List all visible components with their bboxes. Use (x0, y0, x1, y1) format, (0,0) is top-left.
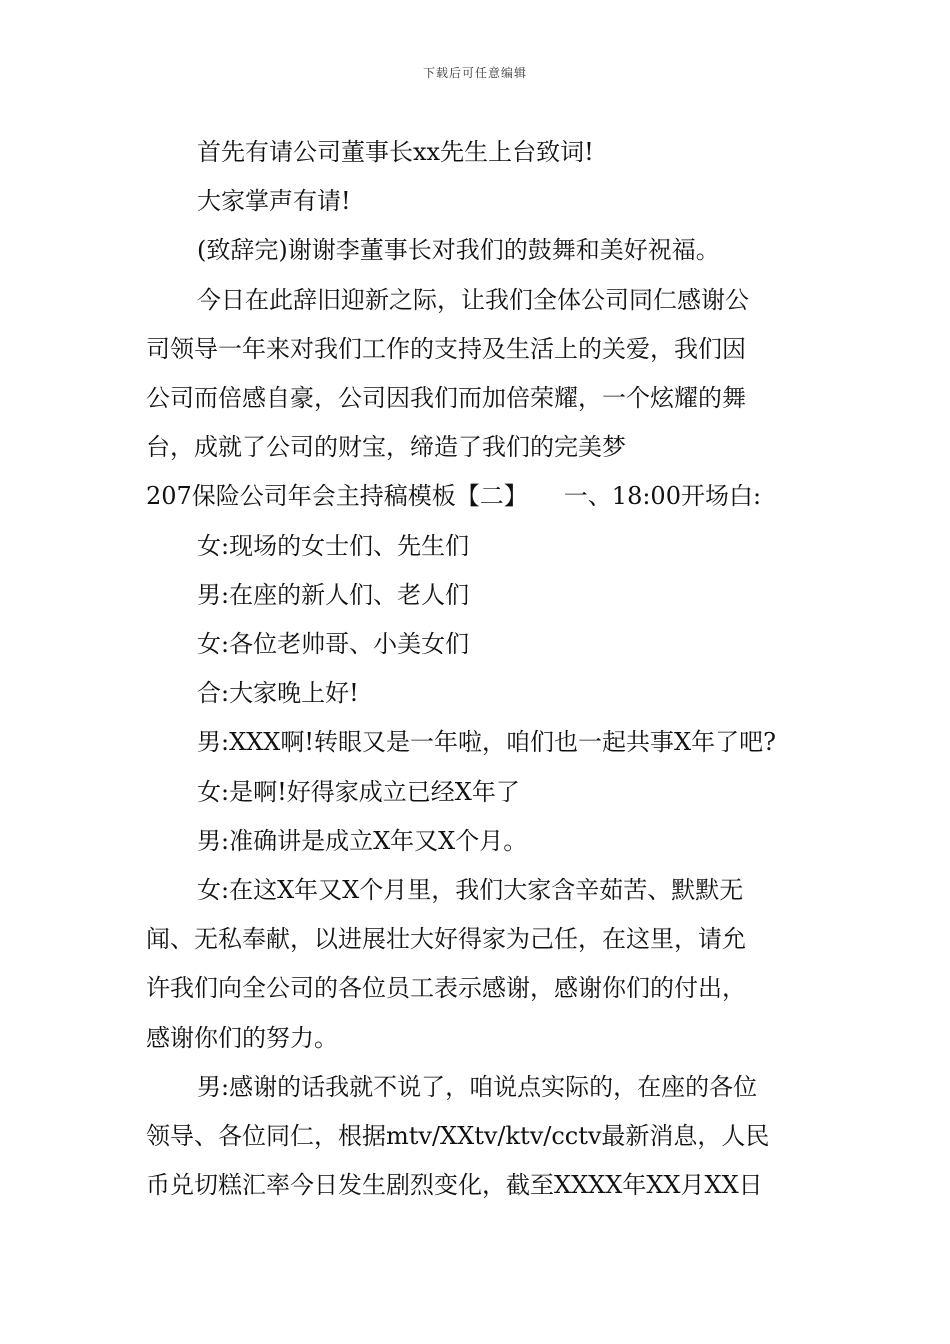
paragraph-line: 司领导一年来对我们工作的支持及生活上的关爱，我们因 (146, 334, 746, 363)
paragraph-line: 感谢你们的努力。 (146, 1023, 338, 1052)
paragraph-line: 首先有请公司董事长xx先生上台致词! (197, 138, 594, 166)
page-header: 下载后可任意编辑 (422, 66, 527, 80)
paragraph-line: 闻、无私奉献，以进展壮大好得家为己任，在这里，请允 (146, 925, 746, 954)
paragraph-line: 男:XXX啊!转眼又是一年啦，咱们也一起共事X年了吧? (197, 728, 776, 757)
section-heading-line: 207保险公司年会主持稿模板【二】 一、18:00开场白: (146, 482, 762, 511)
paragraph-line: (致辞完)谢谢李董事长对我们的鼓舞和美好祝福。 (197, 236, 720, 265)
paragraph-line: 男:准确讲是成立X年又X个月。 (197, 826, 528, 855)
paragraph-line: 台，成就了公司的财宝，缔造了我们的完美梦 (146, 433, 626, 462)
paragraph-line: 大家掌声有请! (197, 187, 351, 216)
paragraph-line: 币兑切糕汇率今日发生剧烈变化，截至XXXX年XX月XX日 (146, 1171, 763, 1200)
paragraph-line: 女:现场的女士们、先生们 (197, 531, 470, 560)
paragraph-line: 领导、各位同仁，根据mtv/XXtv/ktv/cctv最新消息，人民 (146, 1122, 770, 1151)
document-body (146, 128, 810, 1210)
paragraph-line: 今日在此辞旧迎新之际，让我们全体公司同仁感谢公 (197, 285, 749, 314)
paragraph-line: 许我们向全公司的各位员工表示感谢，感谢你们的付出， (146, 974, 746, 1003)
paragraph-line: 男:在座的新人们、老人们 (197, 580, 470, 609)
paragraph-line: 公司而倍感自豪，公司因我们而加倍荣耀，一个炫耀的舞 (146, 384, 746, 413)
paragraph-line: 女:是啊!好得家成立已经X年了 (197, 777, 520, 806)
paragraph-line: 合:大家晚上好! (197, 679, 359, 708)
paragraph-line: 女:在这X年又X个月里，我们大家含辛茹苦、默默无 (197, 876, 744, 905)
paragraph-line: 女:各位老帅哥、小美女们 (197, 630, 470, 659)
paragraph-line: 男:感谢的话我就不说了，咱说点实际的，在座的各位 (197, 1072, 758, 1101)
